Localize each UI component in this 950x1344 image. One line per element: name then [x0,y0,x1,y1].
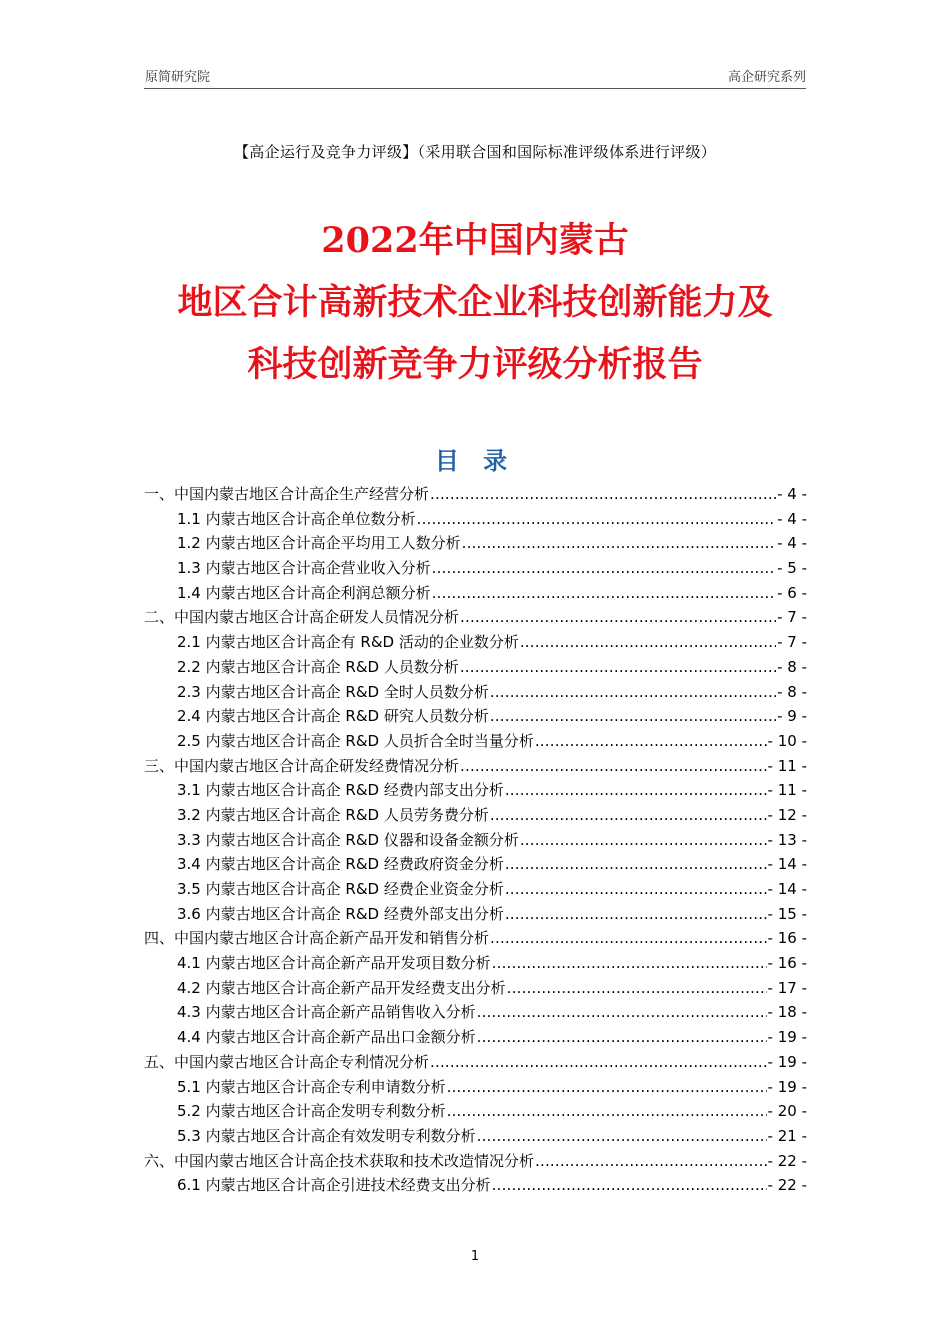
toc-entry-page: - 21 - [767,1126,807,1145]
toc-entry-title: 2.3 内蒙古地区合计高企 R&D 全时人员数分析 [177,682,489,701]
toc-entry-page: - 5 - [777,559,807,578]
toc-entry-title: 1.1 内蒙古地区合计高企单位数分析 [177,509,416,528]
toc-entry-page: - 11 - [767,781,807,800]
toc-entry-title: 6.1 内蒙古地区合计高企引进技术经费支出分析 [177,1176,491,1195]
toc-entry-page: - 18 - [767,1003,807,1022]
toc-entry-title: 5.1 内蒙古地区合计高企专利申请数分析 [177,1077,446,1096]
toc-entry-chapter[interactable] [144,1051,807,1076]
toc-entry-title: 3.5 内蒙古地区合计高企 R&D 经费企业资金分析 [177,880,504,898]
report-title-line-2: 地区合计高新技术企业科技创新能力及 [177,282,773,323]
toc-entry-page: - 8 - [777,682,807,701]
toc-dot-leader [430,1053,767,1071]
toc-entry-section[interactable] [144,681,807,706]
toc-entry-title: 3.3 内蒙古地区合计高企 R&D 仪器和设备金额分析 [177,830,519,849]
toc-entry-title: 4.2 内蒙古地区合计高企新产品开发经费支出分析 [177,978,506,997]
toc-entry-section[interactable] [144,779,807,804]
toc-entry-title: 3.2 内蒙古地区合计高企 R&D 人员劳务费分析 [177,805,489,824]
page-number: 1 [470,1249,480,1264]
toc-dot-leader [520,831,767,849]
toc-entry-page: - 11 - [767,756,807,775]
toc-entry-section[interactable] [144,656,807,681]
toc-entry-page: - 16 - [767,929,807,948]
toc-entry-page: - 9 - [777,707,807,726]
toc-entry-section[interactable] [144,903,807,928]
toc-entry-title: 1.2 内蒙古地区合计高企平均用工人数分析 [177,534,461,553]
toc-entry-title: 六、中国内蒙古地区合计高企技术获取和技术改造情况分析 [144,1151,535,1170]
toc-entry-section[interactable] [144,730,807,755]
toc-entry-chapter[interactable] [144,927,807,952]
toc-entry-chapter[interactable] [144,755,807,780]
toc-entry-page: - 7 - [777,608,807,627]
toc-entry-section[interactable] [144,878,807,903]
toc-entry-section[interactable] [144,853,807,878]
toc-entry-title: 3.4 内蒙古地区合计高企 R&D 经费政府资金分析 [177,855,504,874]
toc-entry-section[interactable] [144,977,807,1002]
toc-entry-title: 四、中国内蒙古地区合计高企新产品开发和销售分析 [144,929,490,948]
toc-dot-leader [535,732,767,750]
toc-dot-leader [505,781,767,799]
toc-entry-page: - 10 - [767,731,807,750]
toc-entry-title: 1.3 内蒙古地区合计高企营业收入分析 [177,559,431,578]
toc-entry-chapter[interactable] [144,1150,807,1175]
toc-dot-leader [507,979,767,997]
toc-entry-section[interactable] [144,508,807,533]
toc-entry-page: - 4 - [777,509,807,528]
header-right: 高企研究系列 [727,70,806,85]
toc-dot-leader [535,1152,767,1170]
toc-dot-leader [477,1028,767,1046]
header-divider [144,88,806,89]
toc-dot-leader [490,806,767,824]
toc-entry-section[interactable] [144,829,807,854]
toc-dot-leader [432,584,776,602]
toc-entry-section[interactable] [144,557,807,582]
toc-dot-leader [462,534,776,552]
toc-entry-page: - 20 - [767,1102,807,1121]
toc-dot-leader [490,683,776,701]
toc-entry-title: 3.6 内蒙古地区合计高企 R&D 经费外部支出分析 [177,904,504,923]
toc-entry-title: 4.3 内蒙古地区合计高企新产品销售收入分析 [177,1003,476,1022]
toc-entry-section[interactable] [144,532,807,557]
toc-entry-page: - 4 - [777,485,807,503]
toc-entry-page: - 4 - [777,534,807,553]
table-of-contents [144,483,807,1199]
toc-dot-leader [417,510,776,528]
toc-entry-page: - 19 - [767,1052,807,1071]
toc-dot-leader [460,757,767,775]
toc-entry-page: - 22 - [767,1176,807,1195]
toc-dot-leader [520,633,776,651]
toc-entry-title: 4.1 内蒙古地区合计高企新产品开发项目数分析 [177,954,491,973]
toc-entry-section[interactable] [144,1125,807,1150]
toc-entry-title: 2.4 内蒙古地区合计高企 R&D 研究人员数分析 [177,707,489,726]
toc-entry-section[interactable] [144,1076,807,1101]
toc-dot-leader [477,1003,767,1021]
toc-entry-title: 三、中国内蒙古地区合计高企研发经费情况分析 [144,756,460,775]
toc-entry-page: - 17 - [767,978,807,997]
toc-entry-page: - 19 - [767,1077,807,1096]
toc-dot-leader [505,855,767,873]
toc-entry-page: - 14 - [767,880,807,898]
toc-dot-leader [505,905,767,923]
toc-entry-section[interactable] [144,1001,807,1026]
toc-entry-page: - 16 - [767,954,807,973]
toc-entry-title: 4.4 内蒙古地区合计高企新产品出口金额分析 [177,1028,476,1047]
toc-entry-title: 2.5 内蒙古地区合计高企 R&D 人员折合全时当量分析 [177,731,534,750]
toc-entry-section[interactable] [144,582,807,607]
toc-entry-section[interactable] [144,804,807,829]
toc-entry-page: - 14 - [767,855,807,874]
toc-entry-page: - 12 - [767,805,807,824]
toc-dot-leader [447,1102,767,1120]
toc-dot-leader [505,880,767,898]
toc-entry-page: - 6 - [777,583,807,602]
toc-dot-leader [460,608,776,626]
toc-entry-title: 二、中国内蒙古地区合计高企研发人员情况分析 [144,608,460,627]
header-left: 原简研究院 [145,70,211,85]
toc-entry-page: - 7 - [777,633,807,652]
toc-entry-page: - 15 - [767,904,807,923]
toc-entry-section[interactable] [144,1100,807,1125]
toc-entry-section[interactable] [144,1174,807,1199]
toc-heading: 目 录 [434,447,516,475]
toc-entry-title: 一、中国内蒙古地区合计高企生产经营分析 [144,485,430,503]
toc-entry-page: - 13 - [767,830,807,849]
toc-entry-section[interactable] [144,705,807,730]
toc-entry-title: 1.4 内蒙古地区合计高企利润总额分析 [177,583,431,602]
toc-entry-title: 5.2 内蒙古地区合计高企发明专利数分析 [177,1102,446,1121]
toc-dot-leader [460,658,776,676]
toc-dot-leader [490,929,767,947]
toc-entry-title: 5.3 内蒙古地区合计高企有效发明专利数分析 [177,1126,476,1145]
report-title-line-3: 科技创新竞争力评级分析报告 [247,344,703,385]
rating-line: 【高企运行及竞争力评级】（采用联合国和国际标准评级体系进行评级） [233,143,717,161]
toc-dot-leader [477,1127,767,1145]
toc-entry-section[interactable] [144,631,807,656]
report-title-line-1: 2022年中国内蒙古 [321,220,629,261]
toc-entry-title: 2.1 内蒙古地区合计高企有 R&D 活动的企业数分析 [177,633,519,652]
toc-dot-leader [492,1176,767,1194]
toc-entry-chapter[interactable] [144,483,807,508]
toc-entry-section[interactable] [144,952,807,977]
toc-entry-title: 2.2 内蒙古地区合计高企 R&D 人员数分析 [177,657,459,676]
toc-entry-page: - 19 - [767,1028,807,1047]
toc-dot-leader [432,559,776,577]
toc-entry-title: 五、中国内蒙古地区合计高企专利情况分析 [144,1052,430,1071]
toc-entry-title: 3.1 内蒙古地区合计高企 R&D 经费内部支出分析 [177,781,504,800]
toc-dot-leader [447,1078,767,1096]
toc-entry-page: - 8 - [777,657,807,676]
toc-dot-leader [490,707,776,725]
toc-entry-section[interactable] [144,1026,807,1051]
toc-dot-leader [492,954,767,972]
toc-dot-leader [430,485,776,503]
toc-entry-chapter[interactable] [144,606,807,631]
toc-entry-page: - 22 - [767,1151,807,1170]
